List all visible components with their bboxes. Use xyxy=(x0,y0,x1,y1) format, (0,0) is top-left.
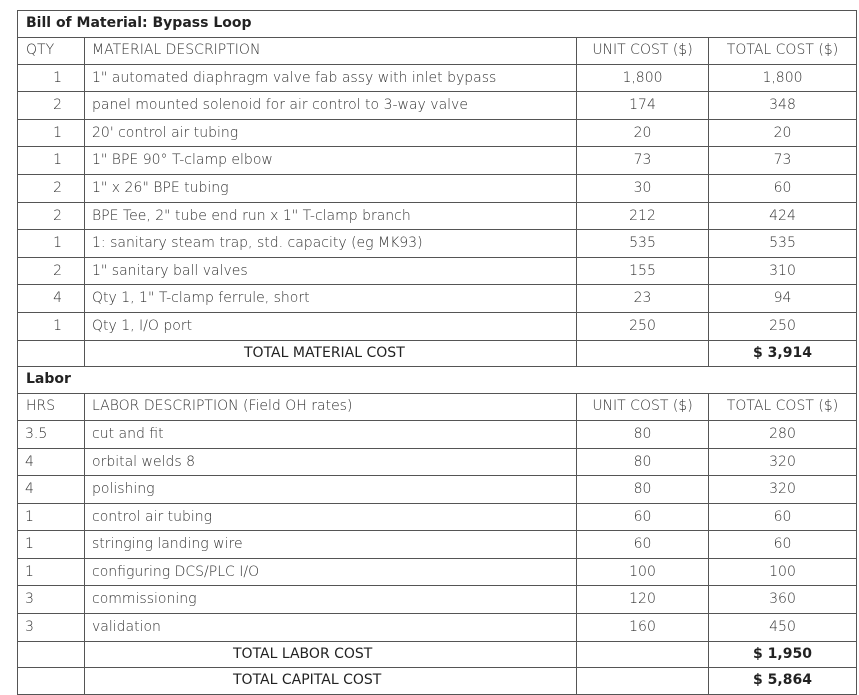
labor-unit-cost: 160 xyxy=(577,614,709,642)
material-unit-cost: 30 xyxy=(577,174,709,202)
material-header-unit-cost: UNIT COST ($) xyxy=(577,37,709,64)
labor-header-row xyxy=(18,394,857,421)
material-description: panel mounted solenoid for air control to 3-way valve xyxy=(85,92,577,120)
labor-unit-cost: 80 xyxy=(577,448,709,476)
labor-total-cost: 360 xyxy=(709,586,857,614)
material-section-title: Bill of Material: Bypass Loop xyxy=(18,11,857,38)
labor-unit-cost: 60 xyxy=(577,531,709,559)
material-row xyxy=(18,312,857,340)
material-unit-cost: 155 xyxy=(577,257,709,285)
material-unit-cost: 73 xyxy=(577,147,709,175)
material-total-cost: 250 xyxy=(709,312,857,340)
material-total-cost: 348 xyxy=(709,92,857,120)
material-qty: 2 xyxy=(18,174,85,202)
material-row xyxy=(18,285,857,313)
capital-total-empty-cell xyxy=(18,668,85,695)
labor-row xyxy=(18,448,857,476)
labor-total-value: $ 1,950 xyxy=(709,641,857,668)
material-unit-cost: 1,800 xyxy=(577,64,709,92)
material-section-title-row xyxy=(18,11,857,38)
bill-of-material-table xyxy=(17,10,857,695)
labor-total-cost: 320 xyxy=(709,448,857,476)
material-qty: 2 xyxy=(18,257,85,285)
material-row xyxy=(18,119,857,147)
labor-section-title: Labor xyxy=(18,367,857,394)
material-unit-cost: 250 xyxy=(577,312,709,340)
labor-total-label: TOTAL LABOR COST xyxy=(85,641,577,668)
material-unit-cost: 535 xyxy=(577,230,709,258)
labor-header-hrs: HRS xyxy=(18,394,85,421)
material-description: 1" sanitary ball valves xyxy=(85,257,577,285)
material-total-empty-cell xyxy=(18,340,85,367)
material-description: 1" automated diaphragm valve fab assy with inlet bypass xyxy=(85,64,577,92)
material-total-cost: 310 xyxy=(709,257,857,285)
labor-description: cut and fit xyxy=(85,420,577,448)
labor-row xyxy=(18,476,857,504)
material-row xyxy=(18,147,857,175)
labor-description: control air tubing xyxy=(85,503,577,531)
material-qty: 2 xyxy=(18,202,85,230)
material-unit-cost: 20 xyxy=(577,119,709,147)
material-total-cost: 535 xyxy=(709,230,857,258)
capital-total-row xyxy=(18,668,857,695)
material-total-cost: 94 xyxy=(709,285,857,313)
material-description: 1" BPE 90° T-clamp elbow xyxy=(85,147,577,175)
labor-hrs: 1 xyxy=(18,531,85,559)
material-qty: 1 xyxy=(18,147,85,175)
material-description: Qty 1, 1" T-clamp ferrule, short xyxy=(85,285,577,313)
material-description: 20' control air tubing xyxy=(85,119,577,147)
labor-description: validation xyxy=(85,614,577,642)
material-qty: 1 xyxy=(18,119,85,147)
material-row xyxy=(18,202,857,230)
material-qty: 2 xyxy=(18,92,85,120)
labor-row xyxy=(18,503,857,531)
material-unit-cost: 23 xyxy=(577,285,709,313)
material-header-total-cost: TOTAL COST ($) xyxy=(709,37,857,64)
labor-header-description: LABOR DESCRIPTION (Field OH rates) xyxy=(85,394,577,421)
labor-row xyxy=(18,558,857,586)
labor-hrs: 4 xyxy=(18,448,85,476)
labor-unit-cost: 80 xyxy=(577,476,709,504)
material-total-label: TOTAL MATERIAL COST xyxy=(85,340,577,367)
material-row xyxy=(18,257,857,285)
labor-row xyxy=(18,420,857,448)
labor-total-empty-cell xyxy=(18,641,85,668)
material-row xyxy=(18,230,857,258)
labor-hrs: 3.5 xyxy=(18,420,85,448)
labor-row xyxy=(18,531,857,559)
capital-total-label: TOTAL CAPITAL COST xyxy=(85,668,577,695)
labor-description: stringing landing wire xyxy=(85,531,577,559)
material-qty: 1 xyxy=(18,230,85,258)
material-header-description: MATERIAL DESCRIPTION xyxy=(85,37,577,64)
labor-hrs: 3 xyxy=(18,586,85,614)
labor-header-total-cost: TOTAL COST ($) xyxy=(709,394,857,421)
labor-total-row xyxy=(18,641,857,668)
capital-total-value: $ 5,864 xyxy=(709,668,857,695)
material-qty: 1 xyxy=(18,312,85,340)
material-description: BPE Tee, 2" tube end run x 1" T-clamp branch xyxy=(85,202,577,230)
labor-description: commissioning xyxy=(85,586,577,614)
material-unit-cost: 174 xyxy=(577,92,709,120)
material-total-cost: 20 xyxy=(709,119,857,147)
labor-hrs: 3 xyxy=(18,614,85,642)
material-header-row xyxy=(18,37,857,64)
labor-hrs: 4 xyxy=(18,476,85,504)
material-total-row xyxy=(18,340,857,367)
labor-total-cost: 60 xyxy=(709,531,857,559)
labor-total-cost: 100 xyxy=(709,558,857,586)
labor-total-cost: 280 xyxy=(709,420,857,448)
material-description: 1: sanitary steam trap, std. capacity (eg MK93) xyxy=(85,230,577,258)
material-total-cost: 60 xyxy=(709,174,857,202)
material-row xyxy=(18,92,857,120)
material-unit-cost: 212 xyxy=(577,202,709,230)
material-total-cost: 73 xyxy=(709,147,857,175)
labor-header-unit-cost: UNIT COST ($) xyxy=(577,394,709,421)
labor-row xyxy=(18,586,857,614)
labor-section-title-row xyxy=(18,367,857,394)
labor-row xyxy=(18,614,857,642)
material-description: Qty 1, I/O port xyxy=(85,312,577,340)
labor-hrs: 1 xyxy=(18,503,85,531)
material-qty: 4 xyxy=(18,285,85,313)
labor-unit-cost: 120 xyxy=(577,586,709,614)
material-row xyxy=(18,174,857,202)
labor-unit-cost: 100 xyxy=(577,558,709,586)
labor-total-cost: 320 xyxy=(709,476,857,504)
material-total-value: $ 3,914 xyxy=(709,340,857,367)
labor-unit-cost: 60 xyxy=(577,503,709,531)
material-description: 1" x 26" BPE tubing xyxy=(85,174,577,202)
capital-total-empty-cell xyxy=(577,668,709,695)
labor-total-empty-cell xyxy=(577,641,709,668)
material-total-cost: 424 xyxy=(709,202,857,230)
labor-description: polishing xyxy=(85,476,577,504)
material-total-empty-cell xyxy=(577,340,709,367)
labor-hrs: 1 xyxy=(18,558,85,586)
material-qty: 1 xyxy=(18,64,85,92)
material-row xyxy=(18,64,857,92)
labor-total-cost: 60 xyxy=(709,503,857,531)
material-total-cost: 1,800 xyxy=(709,64,857,92)
material-header-qty: QTY xyxy=(18,37,85,64)
labor-total-cost: 450 xyxy=(709,614,857,642)
labor-description: configuring DCS/PLC I/O xyxy=(85,558,577,586)
labor-description: orbital welds 8 xyxy=(85,448,577,476)
labor-unit-cost: 80 xyxy=(577,420,709,448)
